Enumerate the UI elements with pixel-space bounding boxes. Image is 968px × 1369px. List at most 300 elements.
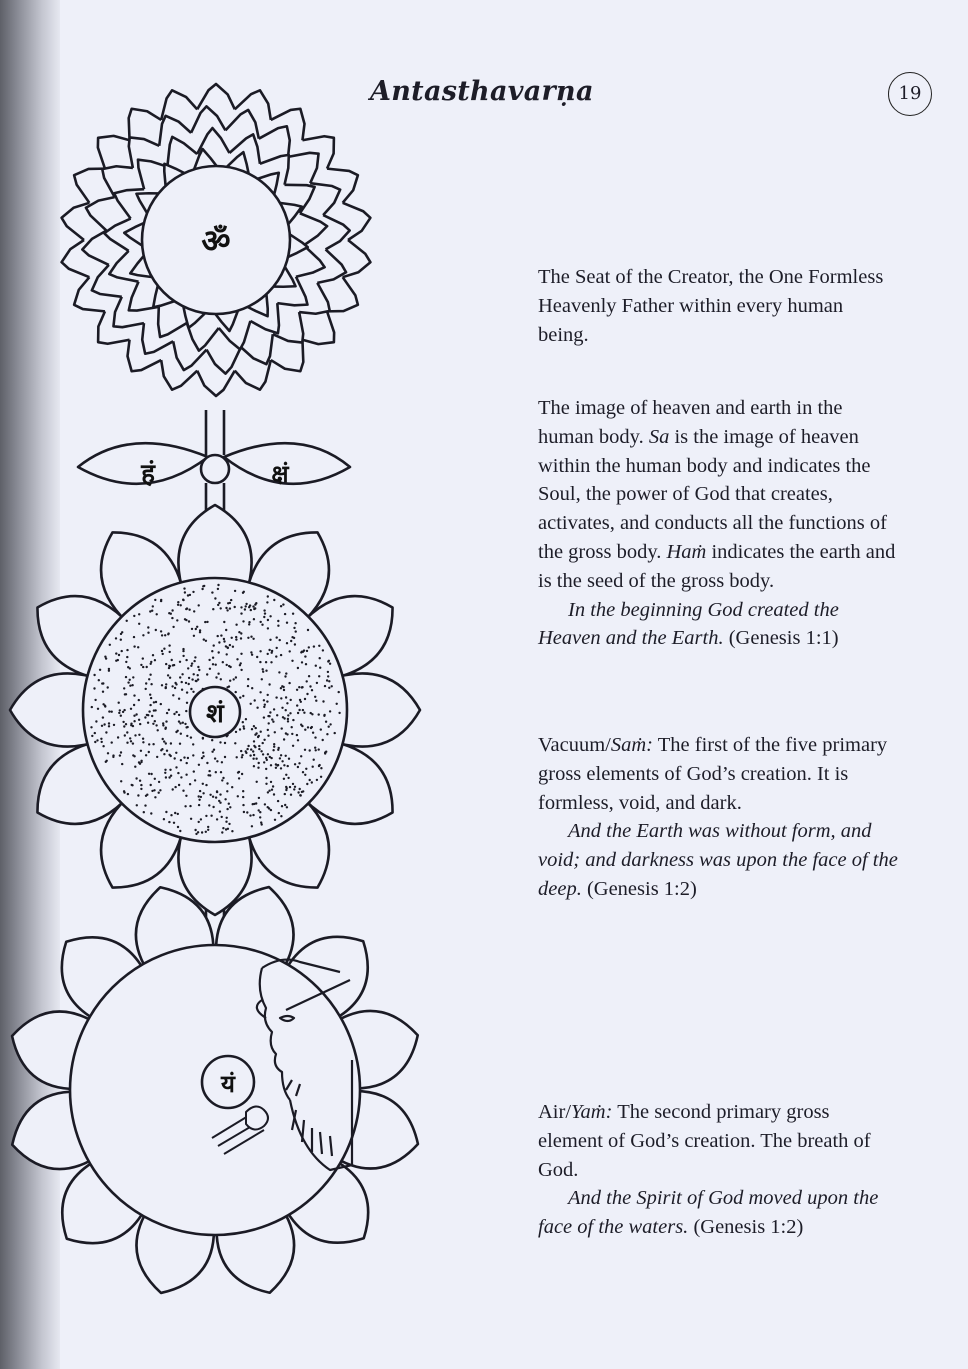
texture-dot (223, 638, 225, 640)
texture-dot (170, 775, 172, 777)
texture-dot (308, 646, 310, 648)
texture-dot (268, 790, 270, 792)
texture-dot (258, 762, 260, 764)
texture-dot (253, 740, 255, 742)
texture-dot (221, 816, 223, 818)
texture-dot (172, 694, 174, 696)
texture-dot (168, 821, 170, 823)
texture-dot (181, 681, 183, 683)
texture-dot (188, 683, 190, 685)
texture-dot (298, 709, 300, 711)
texture-dot (101, 682, 103, 684)
texture-dot (199, 790, 201, 792)
texture-dot (104, 705, 106, 707)
texture-dot (137, 646, 139, 648)
texture-dot (171, 617, 173, 619)
texture-dot (103, 723, 105, 725)
texture-dot (134, 734, 136, 736)
texture-dot (101, 741, 103, 743)
texture-dot (258, 745, 260, 747)
texture-dot (265, 768, 267, 770)
texture-dot (91, 706, 93, 708)
texture-dot (183, 756, 185, 758)
texture-dot (290, 640, 292, 642)
texture-dot (242, 796, 244, 798)
texture-dot (165, 663, 167, 665)
texture-dot (302, 651, 304, 653)
sham-syllable: शं (206, 699, 224, 729)
texture-dot (192, 591, 194, 593)
texture-dot (173, 822, 175, 824)
texture-dot (276, 764, 278, 766)
texture-dot (148, 710, 150, 712)
texture-dot (272, 785, 274, 787)
texture-dot (260, 750, 262, 752)
texture-dot (184, 618, 186, 620)
texture-dot (251, 728, 253, 730)
texture-dot (188, 609, 190, 611)
texture-dot (179, 661, 181, 663)
texture-dot (150, 663, 152, 665)
texture-dot (177, 601, 179, 603)
texture-dot (249, 814, 251, 816)
texture-dot (178, 784, 180, 786)
texture-dot (287, 720, 289, 722)
texture-dot (304, 774, 306, 776)
texture-dot (298, 762, 300, 764)
texture-dot (233, 678, 235, 680)
texture-dot (127, 793, 129, 795)
texture-dot (179, 676, 181, 678)
texture-dot (94, 732, 96, 734)
texture-dot (135, 777, 137, 779)
texture-dot (229, 644, 231, 646)
texture-dot (154, 659, 156, 661)
texture-dot (192, 691, 194, 693)
texture-dot (290, 794, 292, 796)
texture-dot (291, 733, 293, 735)
texture-dot (104, 656, 106, 658)
texture-dot (235, 691, 237, 693)
texture-dot (154, 599, 156, 601)
texture-dot (328, 680, 330, 682)
texture-dot (178, 714, 180, 716)
texture-dot (314, 747, 316, 749)
texture-dot (198, 804, 200, 806)
texture-dot (269, 711, 271, 713)
texture-dot (124, 734, 126, 736)
texture-dot (183, 587, 185, 589)
texture-dot (318, 645, 320, 647)
texture-dot (238, 631, 240, 633)
texture-dot (136, 804, 138, 806)
texture-dot (318, 675, 320, 677)
texture-dot (241, 756, 243, 758)
texture-dot (174, 757, 176, 759)
texture-dot (273, 743, 275, 745)
texture-dot (91, 735, 93, 737)
texture-dot (207, 826, 209, 828)
texture-dot (286, 642, 288, 644)
texture-dot (296, 689, 298, 691)
texture-dot (280, 815, 282, 817)
texture-dot (211, 751, 213, 753)
texture-dot (302, 771, 304, 773)
texture-dot (254, 699, 256, 701)
texture-dot (93, 674, 95, 676)
texture-dot (267, 595, 269, 597)
texture-dot (244, 608, 246, 610)
texture-dot (170, 742, 172, 744)
texture-dot (111, 711, 113, 713)
texture-dot (230, 599, 232, 601)
texture-dot (130, 740, 132, 742)
texture-dot (280, 754, 282, 756)
texture-dot (186, 735, 188, 737)
texture-dot (277, 625, 279, 627)
texture-dot (133, 715, 135, 717)
texture-dot (309, 749, 311, 751)
texture-dot (245, 752, 247, 754)
texture-dot (120, 751, 122, 753)
texture-dot (214, 597, 216, 599)
texture-dot (242, 804, 244, 806)
texture-dot (256, 707, 258, 709)
texture-dot (202, 783, 204, 785)
texture-dot (291, 660, 293, 662)
texture-dot (225, 607, 227, 609)
texture-dot (289, 712, 291, 714)
texture-dot (182, 790, 184, 792)
texture-dot (269, 615, 271, 617)
texture-dot (292, 613, 294, 615)
texture-dot (239, 696, 241, 698)
texture-dot (215, 664, 217, 666)
texture-dot (313, 645, 315, 647)
texture-dot (180, 759, 182, 761)
texture-dot (97, 708, 99, 710)
texture-dot (247, 745, 249, 747)
texture-dot (120, 715, 122, 717)
texture-dot (325, 751, 327, 753)
texture-dot (133, 645, 135, 647)
texture-dot (100, 738, 102, 740)
texture-dot (313, 759, 315, 761)
texture-dot (285, 696, 287, 698)
texture-dot (185, 710, 187, 712)
texture-dot (252, 814, 254, 816)
texture-dot (240, 637, 242, 639)
texture-dot (93, 687, 95, 689)
texture-dot (180, 604, 182, 606)
crown-petal (167, 137, 197, 167)
texture-dot (263, 716, 265, 718)
texture-dot (129, 685, 131, 687)
texture-dot (259, 661, 261, 663)
texture-dot (238, 777, 240, 779)
texture-dot (212, 657, 214, 659)
texture-dot (112, 754, 114, 756)
texture-dot (252, 638, 254, 640)
texture-dot (304, 698, 306, 700)
texture-dot (253, 725, 255, 727)
image-section (538, 394, 898, 653)
texture-dot (300, 755, 302, 757)
texture-dot (255, 732, 257, 734)
texture-dot (253, 618, 255, 620)
texture-dot (262, 742, 264, 744)
texture-dot (177, 813, 179, 815)
texture-dot (146, 666, 148, 668)
texture-dot (307, 629, 309, 631)
texture-dot (175, 752, 177, 754)
texture-dot (165, 811, 167, 813)
texture-dot (265, 661, 267, 663)
texture-dot (170, 814, 172, 816)
texture-dot (296, 704, 298, 706)
texture-dot (297, 791, 299, 793)
texture-dot (242, 721, 244, 723)
texture-dot (217, 604, 219, 606)
texture-dot (300, 724, 302, 726)
texture-dot (263, 699, 265, 701)
texture-dot (261, 624, 263, 626)
texture-dot (247, 678, 249, 680)
texture-dot (268, 715, 270, 717)
texture-dot (168, 754, 170, 756)
texture-dot (312, 732, 314, 734)
crown-petal (197, 371, 235, 396)
texture-dot (194, 829, 196, 831)
texture-dot (123, 709, 125, 711)
texture-dot (290, 699, 292, 701)
texture-dot (294, 763, 296, 765)
texture-dot (115, 660, 117, 662)
texture-dot (159, 789, 161, 791)
texture-dot (319, 667, 321, 669)
texture-dot (261, 678, 263, 680)
texture-dot (216, 791, 218, 793)
texture-dot (166, 712, 168, 714)
texture-dot (231, 786, 233, 788)
texture-dot (169, 651, 171, 653)
texture-dot (154, 778, 156, 780)
crown-petal (197, 84, 235, 109)
texture-dot (267, 619, 269, 621)
texture-dot (160, 703, 162, 705)
crown-petal (98, 136, 130, 169)
texture-dot (253, 765, 255, 767)
texture-dot (202, 737, 204, 739)
texture-dot (169, 677, 171, 679)
texture-dot (191, 662, 193, 664)
texture-dot (240, 606, 242, 608)
texture-dot (226, 808, 228, 810)
texture-dot (307, 726, 309, 728)
ksham-syllable: क्षं (271, 460, 289, 488)
texture-dot (149, 694, 151, 696)
creator-section (538, 263, 898, 349)
texture-dot (214, 757, 216, 759)
texture-dot (288, 758, 290, 760)
texture-dot (264, 612, 266, 614)
texture-dot (311, 689, 313, 691)
texture-dot (133, 636, 135, 638)
texture-dot (315, 700, 317, 702)
texture-dot (234, 590, 236, 592)
texture-dot (251, 654, 253, 656)
texture-dot (221, 831, 223, 833)
texture-dot (172, 788, 174, 790)
texture-dot (168, 665, 170, 667)
texture-dot (175, 731, 177, 733)
texture-dot (299, 788, 301, 790)
texture-dot (133, 694, 135, 696)
texture-dot (273, 708, 275, 710)
texture-dot (158, 781, 160, 783)
ham-syllable: हं (141, 459, 155, 489)
texture-dot (322, 700, 324, 702)
texture-dot (326, 733, 328, 735)
texture-dot (138, 699, 140, 701)
texture-dot (300, 701, 302, 703)
texture-dot (219, 793, 221, 795)
texture-dot (118, 654, 120, 656)
texture-dot (211, 739, 213, 741)
texture-dot (152, 654, 154, 656)
crown-petal (259, 126, 290, 157)
texture-dot (241, 754, 243, 756)
texture-dot (123, 790, 125, 792)
texture-dot (140, 788, 142, 790)
texture-dot (105, 731, 107, 733)
texture-dot (338, 712, 340, 714)
texture-dot (155, 701, 157, 703)
texture-dot (168, 709, 170, 711)
texture-dot (165, 683, 167, 685)
texture-dot (154, 796, 156, 798)
texture-dot (266, 700, 268, 702)
texture-dot (227, 828, 229, 830)
texture-dot (119, 754, 121, 756)
texture-dot (130, 708, 132, 710)
texture-dot (177, 604, 179, 606)
texture-dot (256, 656, 258, 658)
texture-dot (109, 644, 111, 646)
texture-dot (227, 647, 229, 649)
texture-dot (186, 726, 188, 728)
air-paragraph: Air/Yaṁ: The second primary gross element of God’s creation. The breath of God. (538, 1101, 871, 1181)
texture-dot (226, 790, 228, 792)
texture-dot (205, 815, 207, 817)
texture-dot (239, 728, 241, 730)
texture-dot (260, 821, 262, 823)
texture-dot (223, 621, 225, 623)
texture-dot (138, 623, 140, 625)
texture-dot (280, 697, 282, 699)
texture-dot (270, 809, 272, 811)
texture-dot (163, 648, 165, 650)
texture-dot (173, 713, 175, 715)
texture-dot (195, 628, 197, 630)
texture-dot (277, 800, 279, 802)
texture-dot (185, 682, 187, 684)
texture-dot (182, 599, 184, 601)
texture-dot (285, 672, 287, 674)
texture-dot (240, 612, 242, 614)
texture-dot (134, 766, 136, 768)
texture-dot (278, 671, 280, 673)
texture-dot (231, 830, 233, 832)
texture-dot (107, 752, 109, 754)
texture-dot (298, 686, 300, 688)
texture-dot (229, 666, 231, 668)
texture-dot (211, 591, 213, 593)
texture-dot (274, 731, 276, 733)
texture-dot (218, 651, 220, 653)
texture-dot (162, 653, 164, 655)
texture-dot (118, 702, 120, 704)
texture-dot (164, 634, 166, 636)
texture-dot (144, 716, 146, 718)
texture-dot (102, 716, 104, 718)
texture-dot (282, 716, 284, 718)
texture-dot (105, 761, 107, 763)
texture-dot (182, 655, 184, 657)
texture-dot (301, 661, 303, 663)
texture-dot (248, 606, 250, 608)
texture-dot (322, 649, 324, 651)
texture-dot (278, 747, 280, 749)
texture-dot (336, 703, 338, 705)
texture-dot (133, 720, 135, 722)
texture-dot (185, 774, 187, 776)
texture-dot (306, 783, 308, 785)
texture-dot (133, 755, 135, 757)
texture-dot (235, 636, 237, 638)
texture-dot (270, 757, 272, 759)
crown-petal (327, 277, 358, 311)
texture-dot (188, 620, 190, 622)
texture-dot (315, 665, 317, 667)
texture-dot (200, 796, 202, 798)
texture-dot (212, 796, 214, 798)
texture-dot (148, 773, 150, 775)
texture-dot (207, 829, 209, 831)
texture-dot (156, 613, 158, 615)
texture-dot (264, 704, 266, 706)
texture-dot (271, 718, 273, 720)
texture-dot (218, 641, 220, 643)
texture-dot (241, 773, 243, 775)
texture-dot (102, 691, 104, 693)
texture-dot (252, 758, 254, 760)
texture-dot (216, 818, 218, 820)
texture-dot (108, 725, 110, 727)
texture-dot (227, 602, 229, 604)
texture-dot (171, 659, 173, 661)
texture-dot (292, 745, 294, 747)
texture-dot (262, 671, 264, 673)
texture-dot (184, 805, 186, 807)
texture-dot (179, 722, 181, 724)
texture-dot (222, 777, 224, 779)
texture-dot (248, 621, 250, 623)
texture-dot (195, 833, 197, 835)
texture-dot (263, 609, 265, 611)
texture-dot (202, 755, 204, 757)
texture-dot (140, 784, 142, 786)
